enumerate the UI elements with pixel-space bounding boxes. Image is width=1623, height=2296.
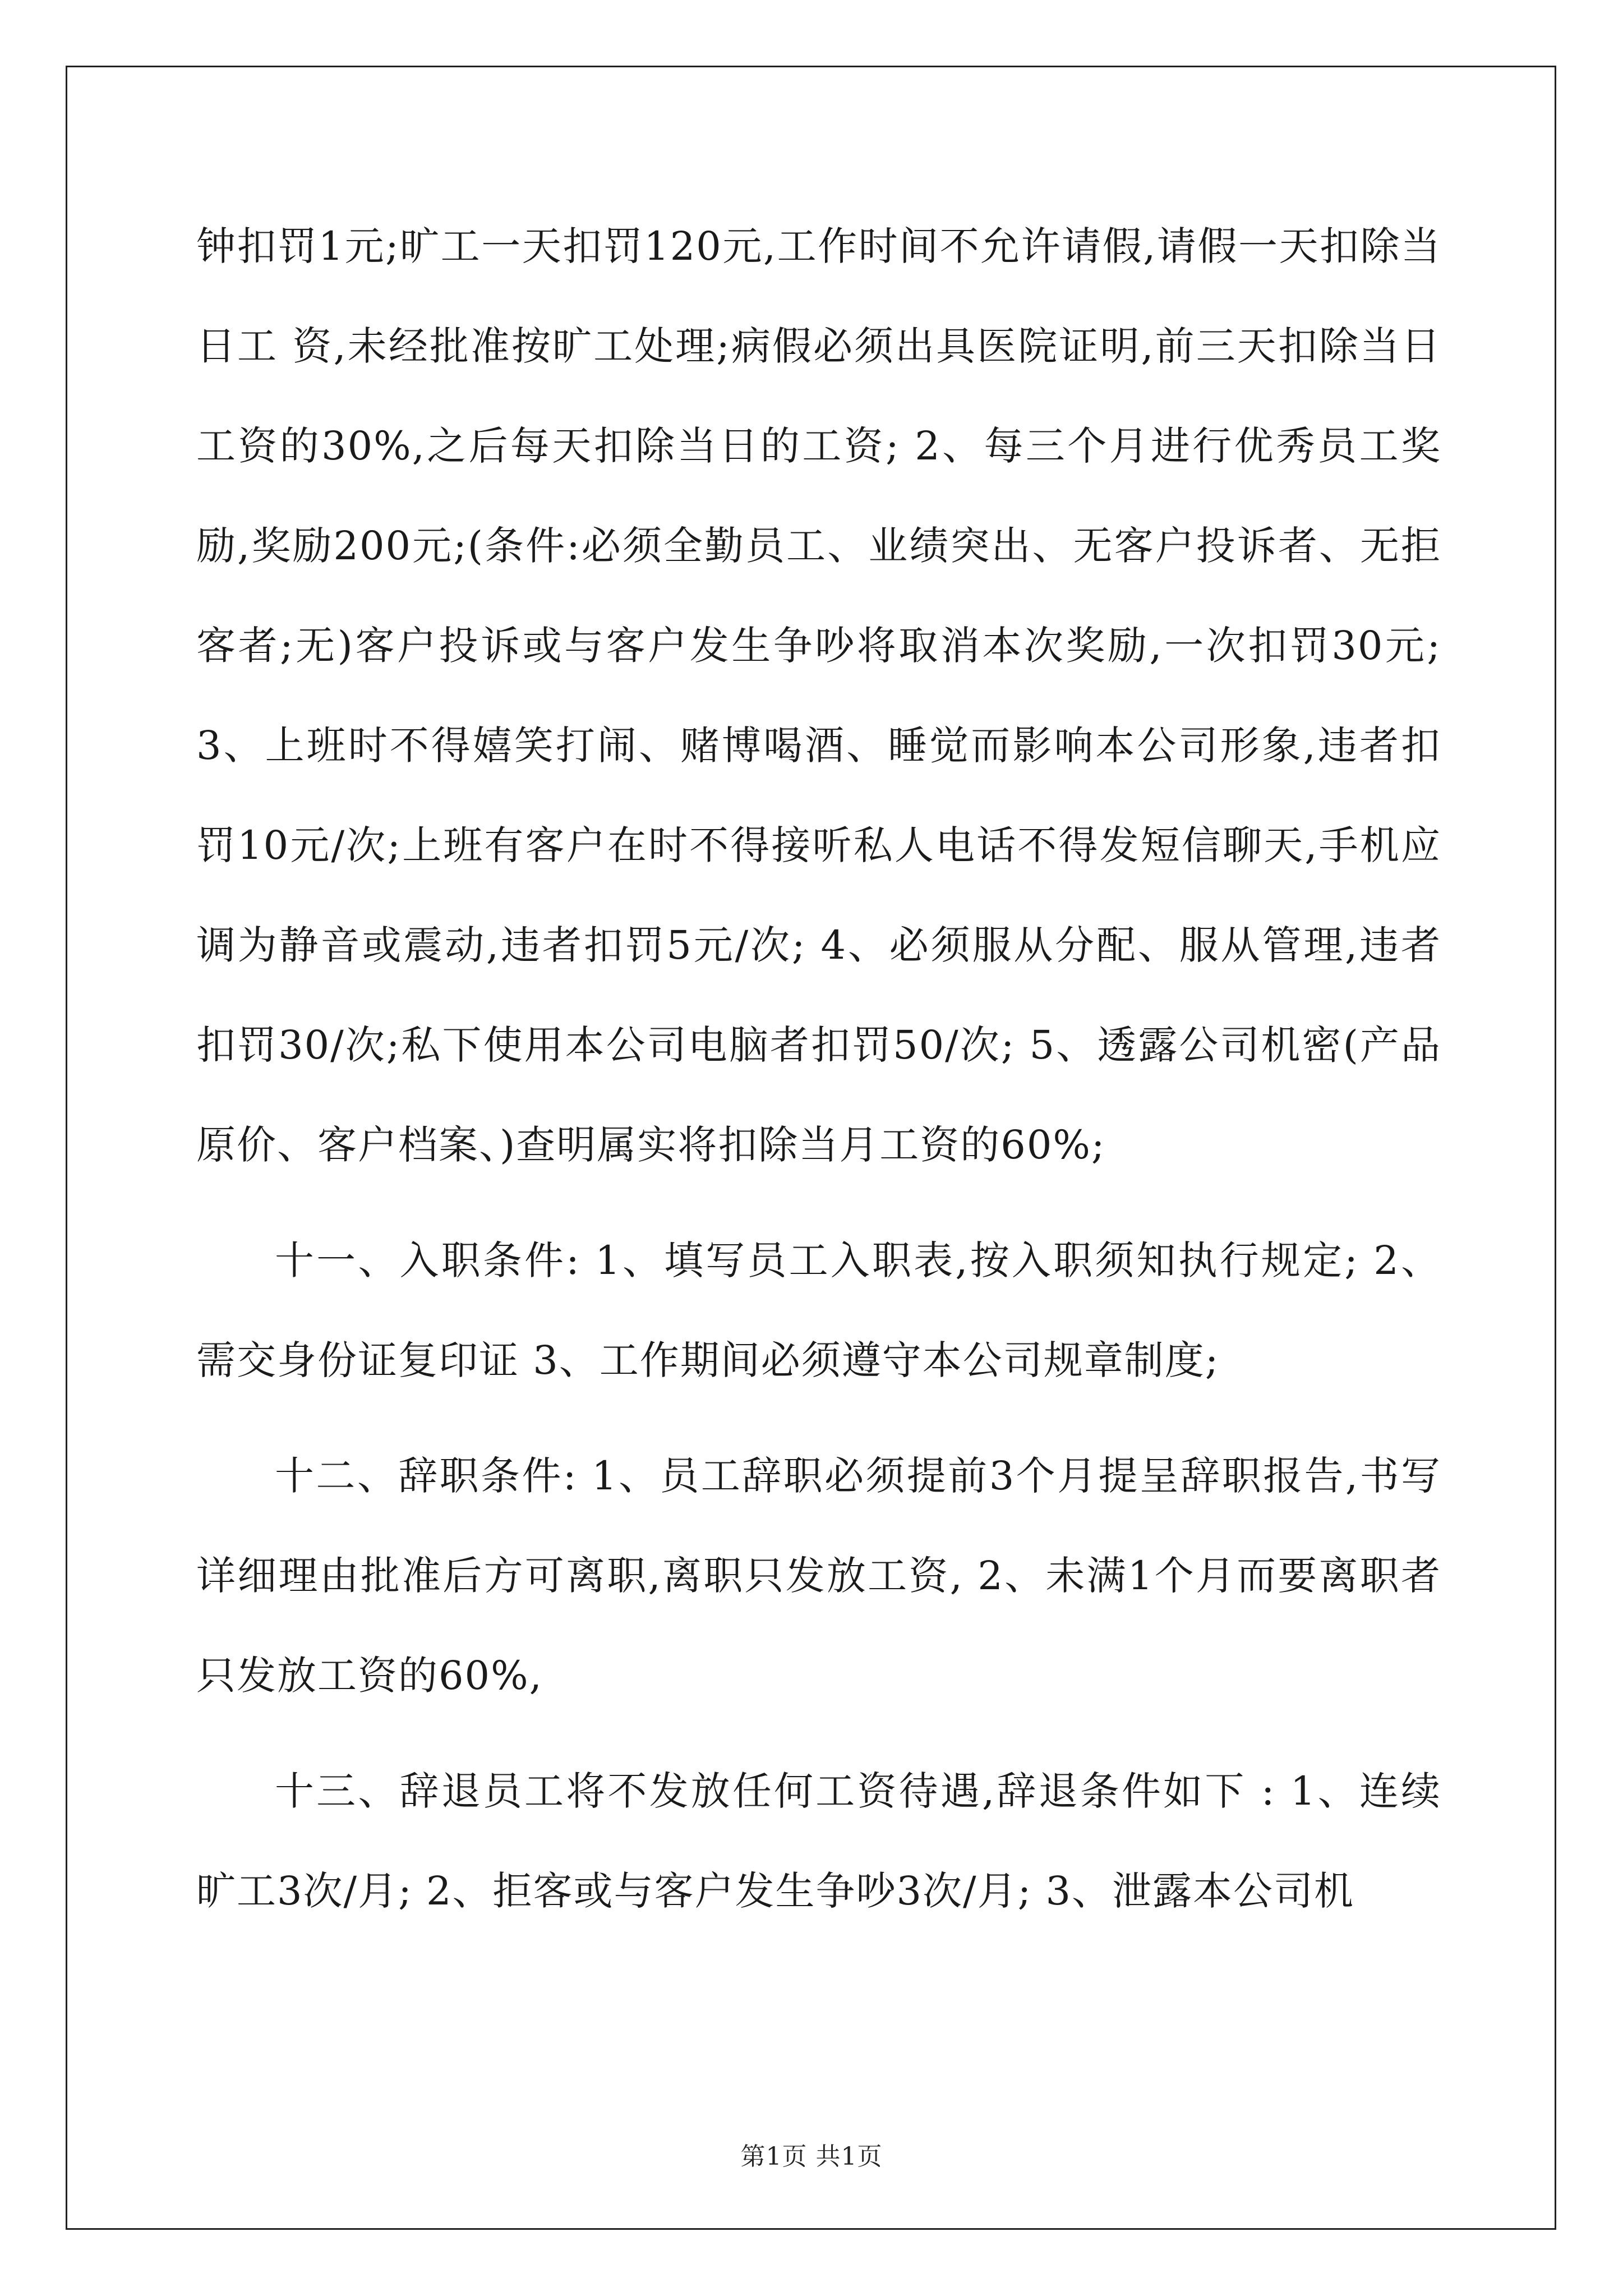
paragraph-penalties: 钟扣罚1元;旷工一天扣罚120元,工作时间不允许请假,请假一天扣除当日工 资,未经批准按旷工处理;病假必须出具医院证明,前三天扣除当日工资的30%,之后每天扣除当日的工资; 2、每三个月进行优秀员工奖励,奖励200元;(条件:必须全勤员工、业绩突出、无客户投诉者、无拒客者;无)客户投诉或与客户发生争吵将取消本次奖励,一次扣罚30元; 3、上班时不得嬉笑打闹、赌博喝酒、睡觉而影响本公司形象,违者扣罚10元/次;上班有客户在时不得接听私人电话不得发短信聊天,手机应调为静音或震动,违者扣罚5元/次; 4、必须服从分配、服从管理,违者扣罚30/次;私下使用本公司电脑者扣罚50/次; 5、透露公司机密(产品原价、客户档案、)查明属实将扣除当月工资的60%; <box>196 223 1441 1168</box>
paragraph-section-11-onboarding: 十一、入职条件: 1、填写员工入职表,按入职须知执行规定; 2、需交身份证复印证 3、工作期间必须遵守本公司规章制度; <box>196 1237 1441 1383</box>
document-body <box>196 196 1441 1941</box>
page-number: 第1页 共1页 <box>740 2142 883 2171</box>
paragraph-section-13-dismissal: 十三、辞退员工将不发放任何工资待遇,辞退条件如下 : 1、连续旷工3次/月; 2、拒客或与客户发生争吵3次/月; 3、泄露本公司机 <box>196 1768 1441 1914</box>
paragraph-section-12-resignation: 十二、辞职条件: 1、员工辞职必须提前3个月提呈辞职报告,书写详细理由批准后方可离职,离职只发放工资, 2、未满1个月而要离职者只发放工资的60%, <box>196 1453 1441 1699</box>
